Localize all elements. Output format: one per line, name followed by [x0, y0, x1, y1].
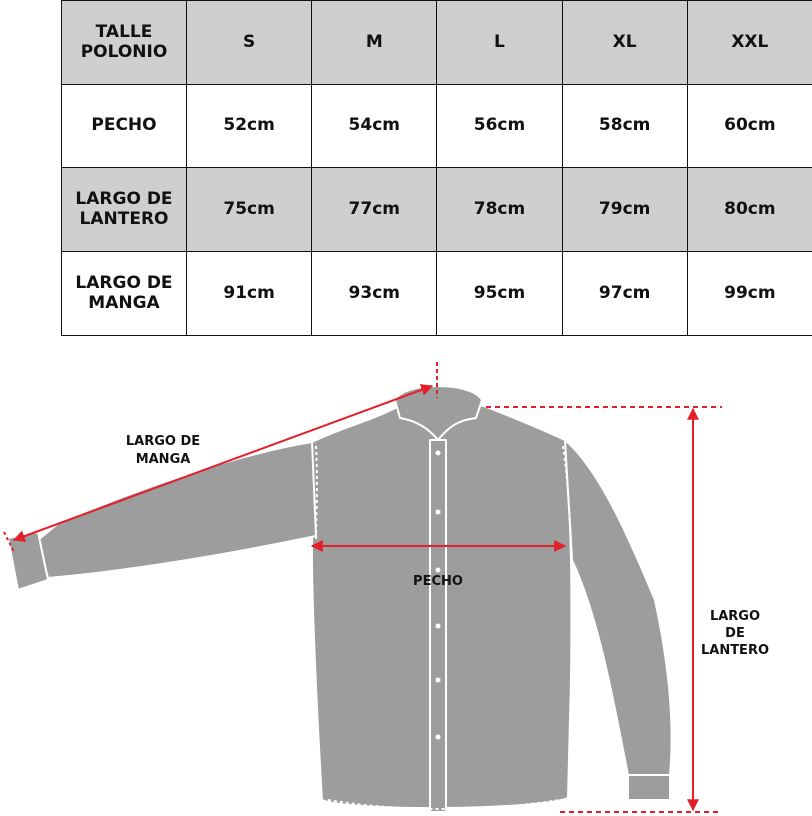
- header-cell-xxl: XXL: [687, 1, 812, 85]
- row-label: PECHO: [62, 85, 187, 168]
- button-icon: [436, 451, 441, 456]
- header-cell-talle: TALLE POLONIO: [62, 1, 187, 85]
- table-cell: 79cm: [562, 168, 687, 252]
- row-label: LARGO DE LANTERO: [62, 168, 187, 252]
- table-cell: 99cm: [687, 252, 812, 336]
- header-cell-l: L: [437, 1, 562, 85]
- header-cell-s: S: [187, 1, 312, 85]
- table-cell: 78cm: [437, 168, 562, 252]
- button-icon: [436, 735, 441, 740]
- table-cell: 56cm: [437, 85, 562, 168]
- label-largo-lantero: DE: [725, 626, 745, 641]
- table-row-pecho: [62, 85, 812, 168]
- table-cell: 97cm: [562, 252, 687, 336]
- row-label: LARGO DE MANGA: [62, 252, 187, 336]
- shirt-right-sleeve: [565, 440, 672, 775]
- header-cell-xl: XL: [562, 1, 687, 85]
- label-pecho: PECHO: [413, 574, 463, 589]
- shirt-right-cuff: [628, 775, 670, 800]
- button-icon: [436, 568, 441, 573]
- table-cell: 75cm: [187, 168, 312, 252]
- label-largo-manga: LARGO DE: [125, 434, 201, 449]
- shirt-illustration: [8, 386, 672, 812]
- shirt-measurement-diagram: [0, 336, 812, 816]
- table-header-row: [62, 1, 812, 85]
- button-icon: [436, 678, 441, 683]
- table-cell: 54cm: [312, 85, 437, 168]
- table-cell: 60cm: [687, 85, 812, 168]
- table-row-largo-manga: [62, 252, 812, 336]
- label-largo-lantero: LARGO: [709, 609, 761, 624]
- table-row-largo-lantero: [62, 168, 812, 252]
- button-icon: [436, 510, 441, 515]
- button-icon: [436, 624, 441, 629]
- table-cell: 77cm: [312, 168, 437, 252]
- table-cell: 58cm: [562, 85, 687, 168]
- table-cell: 52cm: [187, 85, 312, 168]
- table-cell: 95cm: [437, 252, 562, 336]
- table-cell: 91cm: [187, 252, 312, 336]
- table-cell: 80cm: [687, 168, 812, 252]
- label-largo-lantero: LANTERO: [700, 643, 770, 658]
- size-table: [61, 0, 812, 336]
- table-cell: 93cm: [312, 252, 437, 336]
- label-largo-manga: MANGA: [135, 452, 191, 467]
- header-cell-m: M: [312, 1, 437, 85]
